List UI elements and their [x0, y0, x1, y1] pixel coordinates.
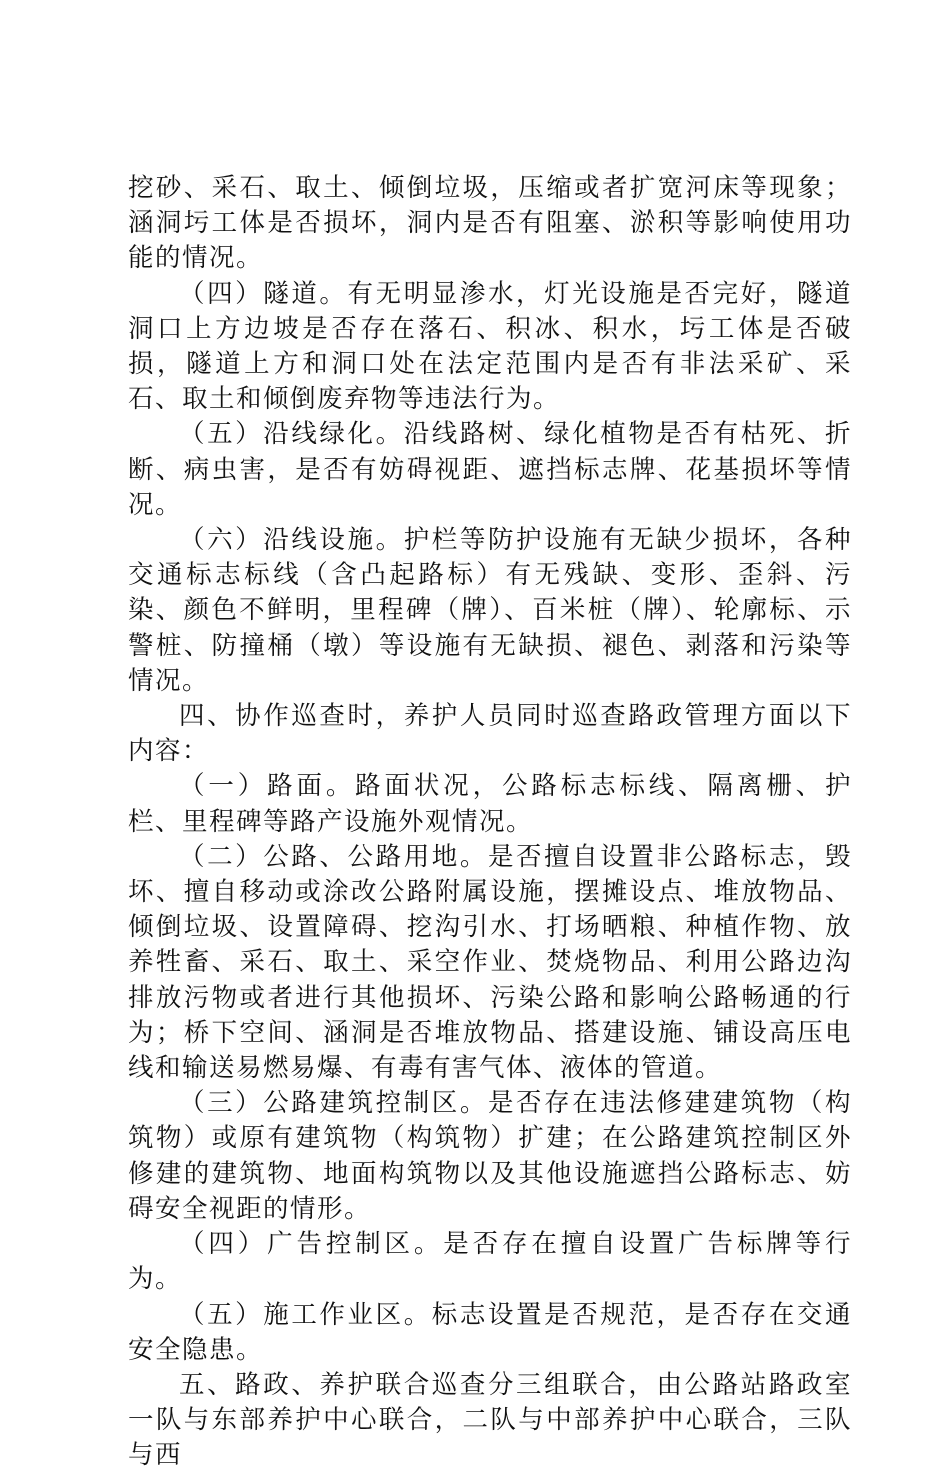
paragraph-section-five: 五、路政、养护联合巡查分三组联合，由公路站路政室一队与东部养护中心联合，二队与中部养护中心联合，三队与西	[128, 1369, 852, 1471]
paragraph-section-four: 四、协作巡查时，养护人员同时巡查路政管理方面以下内容：	[128, 701, 852, 767]
paragraph-facilities: （六）沿线设施。护栏等防护设施有无缺少损坏，各种交通标志标线（含凸起路标）有无残缺、变形、歪斜、污染、颜色不鲜明，里程碑（牌）、百米桩（牌）、轮廓标、示警桩、防撞桶（墩）等设施有无缺损、褪色、剥落和污染等情况。	[128, 525, 852, 696]
document-body	[128, 171, 852, 1474]
paragraph-construction-zone: （五）施工作业区。标志设置是否规范，是否存在交通安全隐患。	[128, 1299, 852, 1365]
paragraph-tunnel: （四）隧道。有无明显渗水，灯光设施是否完好，隧道洞口上方边坡是否存在落石、积冰、积水，圬工体是否破损，隧道上方和洞口处在法定范围内是否有非法采矿、采石、取土和倾倒废弃物等违法行为。	[128, 278, 852, 415]
paragraph-ad-control: （四）广告控制区。是否存在擅自设置广告标牌等行为。	[128, 1229, 852, 1295]
paragraph-greening: （五）沿线绿化。沿线路树、绿化植物是否有枯死、折断、病虫害，是否有妨碍视距、遮挡标志牌、花基损坏等情况。	[128, 419, 852, 520]
paragraph-building-control: （三）公路建筑控制区。是否存在违法修建建筑物（构筑物）或原有建筑物（构筑物）扩建；在公路建筑控制区外修建的建筑物、地面构筑物以及其他设施遮挡公路标志、妨碍安全视距的情形。	[128, 1088, 852, 1224]
paragraph-road-land: （二）公路、公路用地。是否擅自设置非公路标志，毁坏、擅自移动或涂改公路附属设施，摆摊设点、堆放物品、倾倒垃圾、设置障碍、挖沟引水、打场晒粮、种植作物、放养牲畜、采石、取土、采空作业、焚烧物品、利用公路边沟排放污物或者进行其他损坏、污染公路和影响公路畅通的行为；桥下空间、涵洞是否堆放物品、搭建设施、铺设高压电线和输送易燃易爆、有毒有害气体、液体的管道。	[128, 841, 852, 1084]
paragraph-continuation: 挖砂、采石、取土、倾倒垃圾，压缩或者扩宽河床等现象；涵洞圬工体是否损坏，洞内是否有阻塞、淤积等影响使用功能的情况。	[128, 173, 852, 274]
paragraph-road-surface: （一）路面。路面状况，公路标志标线、隔离栅、护栏、里程碑等路产设施外观情况。	[128, 771, 852, 837]
